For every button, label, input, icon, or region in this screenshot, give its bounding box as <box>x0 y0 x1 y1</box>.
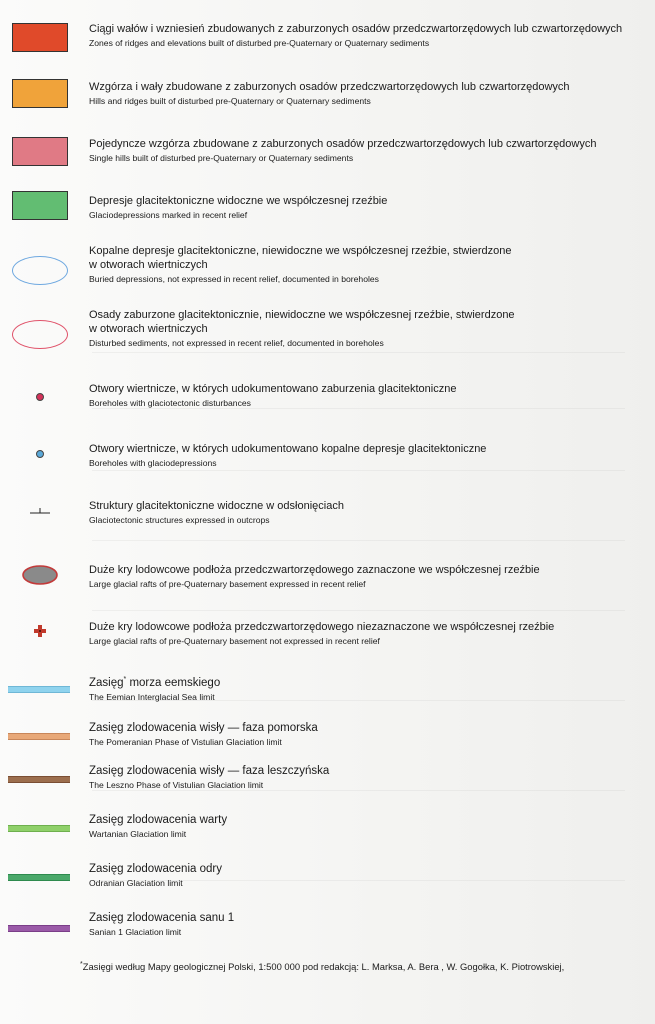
legend-label-pl: Depresje glacitektoniczne widoczne we współczesnej rzeźbie <box>89 195 388 207</box>
legend-label-pl-rest: morza eemskiego <box>126 676 221 689</box>
sanian-limit-line <box>8 925 70 932</box>
legend-label-en: Boreholes with glaciodepressions <box>89 458 217 468</box>
red-outline-ellipse <box>12 320 68 349</box>
glacial-raft-ellipse-icon <box>20 563 60 587</box>
legend-label-en: The Eemian Interglacial Sea limit <box>89 691 215 702</box>
legend-label-pl: Ciągi wałów i wzniesień zbudowanych z zaburzonych osadów przedczwartorzędowych lub czwartorzędowych <box>89 23 623 35</box>
legend-label-en: Buried depressions, not expressed in recent relief, documented in boreholes <box>89 274 379 284</box>
footnote <box>80 961 564 972</box>
legend-label-en: Hills and ridges built of disturbed pre-Quaternary or Quaternary sediments <box>89 96 371 106</box>
legend-label-pl: Duże kry lodowcowe podłoża przedczwartorzędowego zaznaczone we współczesnej rzeźbie <box>89 564 540 576</box>
borehole-blue-dot-icon <box>36 450 44 458</box>
pomeranian-limit-line <box>8 733 70 740</box>
legend-label-en: The Pomeranian Phase of Vistulian Glaciation limit <box>89 737 282 747</box>
legend-label-pl-word: Zasięg <box>89 676 124 689</box>
legend-label-en: Wartanian Glaciation limit <box>89 829 187 839</box>
legend-label-pl: Zasięg zlodowacenia odry <box>89 863 222 875</box>
footnote-marker: * <box>80 961 83 968</box>
legend-label-pl: Otwory wiertnicze, w których udokumentowano zaburzenia glacitektoniczne <box>89 383 457 395</box>
legend-label-pl-line2: w otworach wiertniczych <box>89 259 208 271</box>
legend-label-pl: Zasięg zlodowacenia wisły — faza pomorska <box>89 722 318 734</box>
footnote-marker: * <box>123 676 127 683</box>
red-cross-icon <box>33 624 47 638</box>
odranian-limit-line <box>8 874 70 881</box>
orange-fill-swatch <box>12 79 68 108</box>
legend-label-pl <box>89 673 629 690</box>
eemian-limit-line <box>8 686 70 693</box>
blue-outline-ellipse <box>12 256 68 285</box>
legend-label-en: Boreholes with glaciotectonic disturbances <box>89 398 251 408</box>
legend-label-en: Odranian Glaciation limit <box>89 878 183 888</box>
legend-label-pl: Osady zaburzone glacitektonicznie, niewidoczne we współczesnej rzeźbie, stwierdzone <box>89 309 515 321</box>
legend-label-pl: Wzgórza i wały zbudowane z zaburzonych osadów przedczwartorzędowych lub czwartorzędowych <box>89 81 570 93</box>
legend-label-en: Glaciotectonic structures expressed in outcrops <box>89 515 270 525</box>
legend-label-pl-line2: w otworach wiertniczych <box>89 323 208 335</box>
legend-label-pl: Kopalne depresje glacitektoniczne, niewidoczne we współczesnej rzeźbie, stwierdzone <box>89 245 512 257</box>
legend-label-pl: Duże kry lodowcowe podłoża przedczwartorzędowego niezaznaczone we współczesnej rzeźbie <box>89 621 555 633</box>
strike-dip-icon <box>28 505 52 519</box>
legend-label-en: Glaciodepressions marked in recent relief <box>89 210 248 220</box>
legend-label-en: Large glacial rafts of pre-Quaternary basement not expressed in recent relief <box>89 636 380 646</box>
legend-label-en: The Leszno Phase of Vistulian Glaciation limit <box>89 780 264 790</box>
legend-label-pl: Pojedyncze wzgórza zbudowane z zaburzonych osadów przedczwartorzędowych lub czwartorzędowych <box>89 138 597 150</box>
green-fill-swatch <box>12 191 68 220</box>
footnote-text: Zasięgi według Mapy geologicznej Polski, 1:500 000 pod redakcją: L. Marksa, A. Bera , W. Gogołka, K. Piotrowskiej, <box>82 961 565 973</box>
pink-fill-swatch <box>12 137 68 166</box>
legend-label-pl: Otwory wiertnicze, w których udokumentowano kopalne depresje glacitektoniczne <box>89 443 487 455</box>
legend-label-pl: Struktury glacitektoniczne widoczne w odsłonięciach <box>89 500 344 512</box>
borehole-red-dot-icon <box>36 393 44 401</box>
legend-label-pl: Zasięg zlodowacenia sanu 1 <box>89 912 235 924</box>
legend-label-en: Sanian 1 Glaciation limit <box>89 927 182 937</box>
legend-label-en: Disturbed sediments, not expressed in recent relief, documented in boreholes <box>89 338 384 348</box>
wartanian-limit-line <box>8 825 70 832</box>
legend-label-en: Single hills built of disturbed pre-Quaternary or Quaternary sediments <box>89 153 354 163</box>
leszno-limit-line <box>8 776 70 783</box>
legend-label-pl: Zasięg zlodowacenia wisły — faza leszczyńska <box>89 765 330 777</box>
legend-label-pl: Zasięg zlodowacenia warty <box>89 814 228 826</box>
legend-label-en: Zones of ridges and elevations built of disturbed pre-Quaternary or Quaternary sediments <box>89 38 430 48</box>
legend-label-en: Large glacial rafts of pre-Quaternary basement expressed in recent relief <box>89 579 366 589</box>
red-fill-swatch <box>12 23 68 52</box>
